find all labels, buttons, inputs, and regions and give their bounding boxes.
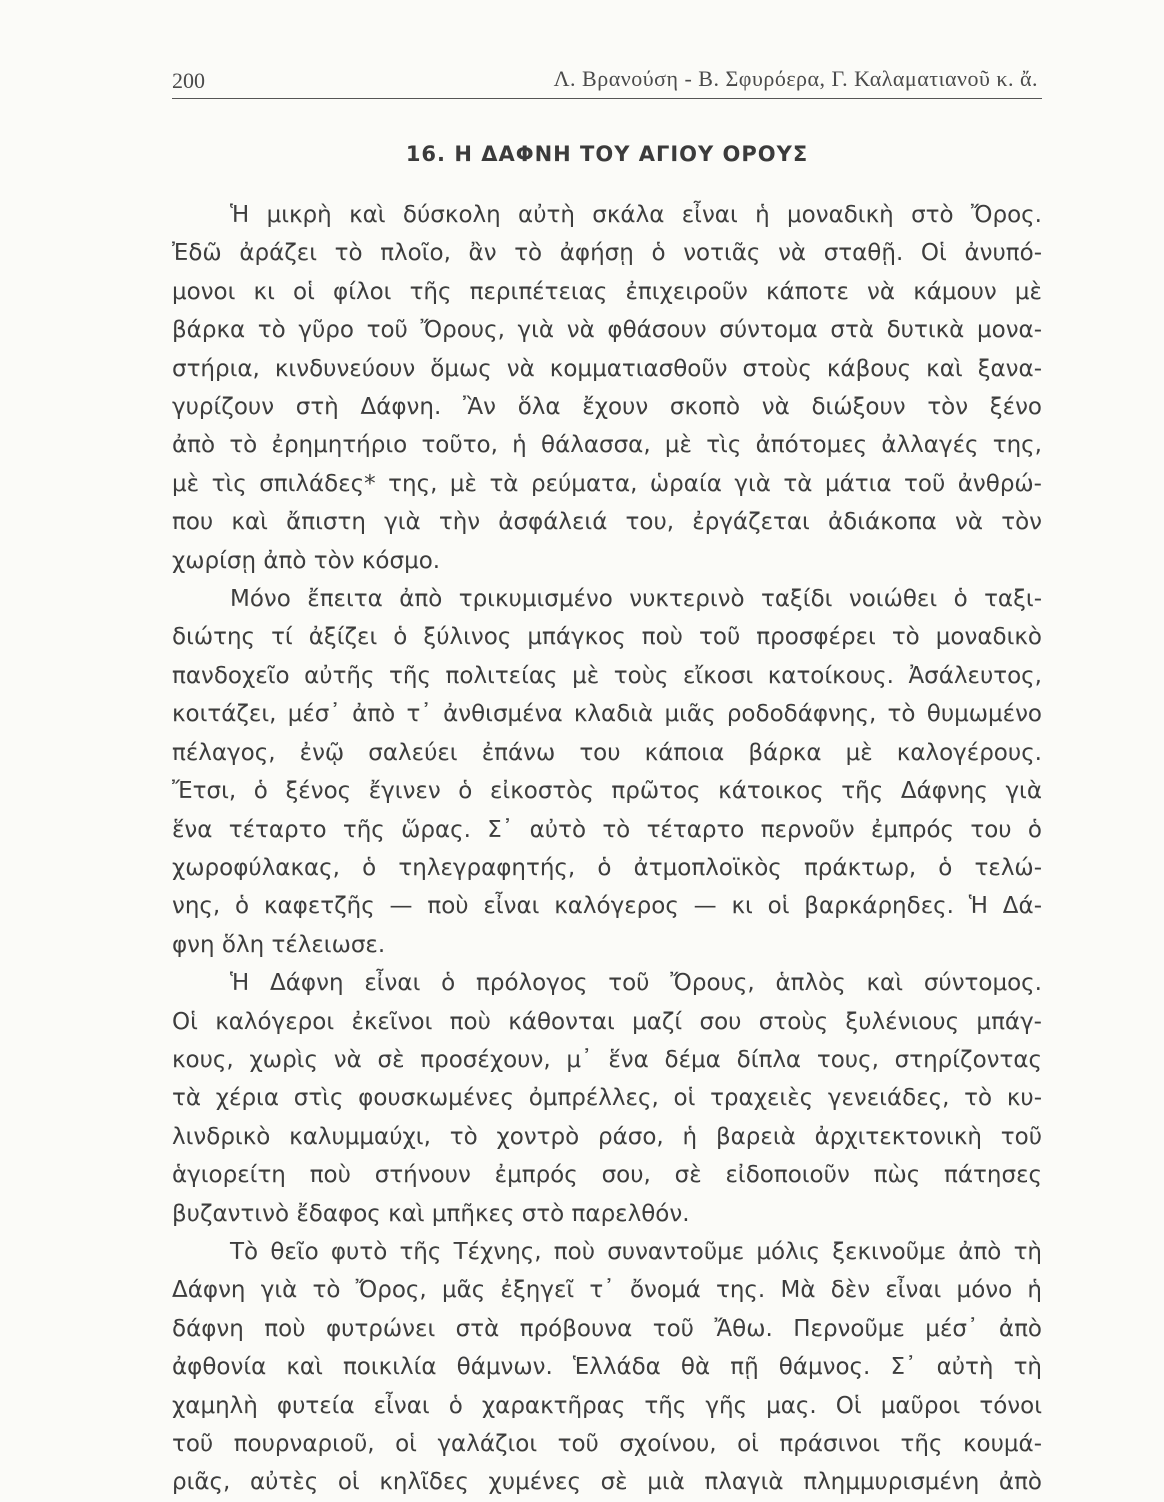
paragraph-2 — [172, 580, 1042, 964]
text-line: νης, ὁ καφετζῆς — ποὺ εἶναι καλόγερος — κι οἱ βαρκάρηδες. Ἡ Δά- — [172, 893, 1042, 920]
text-line: ἁγιορείτη ποὺ στήνουν ἐμπρός σου, σὲ εἰδοποιοῦν πὼς πάτησες — [172, 1162, 1042, 1189]
paragraph-4 — [172, 1233, 1042, 1502]
text-line: τὰ χέρια στὶς φουσκωμένες ὀμπρέλλες, οἱ τραχειὲς γενειάδες, τὸ κυ- — [172, 1085, 1042, 1112]
text-line: μονοι κι οἱ φίλοι τῆς περιπέτειας ἐπιχειροῦν κάποτε νὰ κάμουν μὲ — [172, 278, 1042, 305]
text-line: που καὶ ἄπιστη γιὰ τὴν ἀσφάλειά του, ἐργάζεται ἀδιάκοπα νὰ τὸν — [172, 509, 1042, 536]
chapter-title: 16. Η ΔΑΦΝΗ ΤΟΥ ΑΓΙΟΥ ΟΡΟΥΣ — [405, 142, 809, 166]
text-line: ἀφθονία καὶ ποικιλία θάμνων. Ἑλλάδα θὰ πῇ θάμνος. Σ᾽ αὐτὴ τὴ — [172, 1354, 1042, 1381]
text-line: βάρκα τὸ γῦρο τοῦ Ὄρους, γιὰ νὰ φθάσουν σύντομα στὰ δυτικὰ μονα- — [172, 317, 1042, 344]
text-line: Ἔτσι, ὁ ξένος ἔγινεν ὁ εἰκοστὸς πρῶτος κάτοικος τῆς Δάφνης γιὰ — [172, 778, 1042, 805]
text-line: γυρίζουν στὴ Δάφνη. Ἂν ὅλα ἔχουν σκοπὸ νὰ διώξουν τὸν ξένο — [172, 394, 1042, 421]
text-line: κους, χωρὶς νὰ σὲ προσέχουν, μ᾽ ἕνα δέμα δίπλα τους, στηρίζοντας — [172, 1046, 1042, 1073]
text-line: ἀπὸ τὸ ἐρημητήριο τοῦτο, ἡ θάλασσα, μὲ τὶς ἀπότομες ἀλλαγές της, — [172, 432, 1042, 459]
text-line: Ἡ Δάφνη εἶναι ὁ πρόλογος τοῦ Ὄρους, ἁπλὸς καὶ σύντομος. — [230, 970, 1042, 997]
text-line: χαμηλὴ φυτεία εἶναι ὁ χαρακτῆρας τῆς γῆς μας. Οἱ μαῦροι τόνοι — [172, 1392, 1042, 1419]
text-line: Οἱ καλόγεροι ἐκεῖνοι ποὺ κάθονται μαζί σου στοὺς ξυλένιους μπάγ- — [172, 1008, 1042, 1035]
text-line: βυζαντινὸ ἔδαφος καὶ μπῆκες στὸ παρελθόν. — [172, 1200, 690, 1227]
body-text — [172, 196, 1042, 1502]
text-line: ριᾶς, αὐτὲς οἱ κηλῖδες χυμένες σὲ μιὰ πλαγιὰ πλημμυρισμένη ἀπὸ — [172, 1469, 1042, 1496]
text-line: Μόνο ἔπειτα ἀπὸ τρικυμισμένο νυκτερινὸ ταξίδι νοιώθει ὁ ταξι- — [230, 586, 1042, 613]
paragraph-3 — [172, 964, 1042, 1233]
text-line: διώτης τί ἀξίζει ὁ ξύλινος μπάγκος ποὺ τοῦ προσφέρει τὸ μοναδικὸ — [172, 624, 1042, 651]
text-line: κοιτάζει, μέσ᾽ ἀπὸ τ᾽ ἀνθισμένα κλαδιὰ μιᾶς ροδοδάφνης, τὸ θυμωμένο — [172, 701, 1042, 728]
text-line: Τὸ θεῖο φυτὸ τῆς Τέχνης, ποὺ συναντοῦμε μόλις ξεκινοῦμε ἀπὸ τὴ — [230, 1238, 1042, 1265]
running-head: Λ. Βρανούση - Β. Σφυρόερα, Γ. Καλαματιανοῦ κ. ἄ. — [553, 66, 1038, 91]
text-line: ἕνα τέταρτο τῆς ὥρας. Σ᾽ αὐτὸ τὸ τέταρτο περνοῦν ἐμπρός του ὁ — [172, 816, 1042, 843]
text-line: Ἡ μικρὴ καὶ δύσκολη αὐτὴ σκάλα εἶναι ἡ μοναδικὴ στὸ Ὄρος. — [230, 202, 1042, 228]
text-line: Ἐδῶ ἀράζει τὸ πλοῖο, ἂν τὸ ἀφήσῃ ὁ νοτιᾶς νὰ σταθῇ. Οἱ ἀνυπό- — [172, 240, 1042, 267]
text-line: στήρια, κινδυνεύουν ὅμως νὰ κομματιασθοῦν στοὺς κάβους καὶ ξανα- — [172, 355, 1042, 382]
page-number: 200 — [172, 68, 205, 93]
text-line: πέλαγος, ἐνῷ σαλεύει ἐπάνω του κάποια βάρκα μὲ καλογέρους. — [172, 739, 1042, 766]
text-line: χωροφύλακας, ὁ τηλεγραφητής, ὁ ἀτμοπλοϊκὸς πράκτωρ, ὁ τελώ- — [172, 854, 1042, 881]
text-line: λινδρικὸ καλυμμαύχι, τὸ χοντρὸ ράσο, ἡ βαρειὰ ἀρχιτεκτονικὴ τοῦ — [172, 1123, 1042, 1150]
text-line: πανδοχεῖο αὐτῆς τῆς πολιτείας μὲ τοὺς εἴκοσι κατοίκους. Ἀσάλευτος, — [172, 662, 1042, 689]
text-line: δάφνη ποὺ φυτρώνει στὰ πρόβουνα τοῦ Ἄθω. Περνοῦμε μέσ᾽ ἀπὸ — [172, 1315, 1042, 1342]
text-line: φνη ὅλη τέλειωσε. — [172, 931, 386, 958]
paragraph-1 — [172, 196, 1042, 580]
page-header — [172, 62, 1042, 99]
text-line: τοῦ πουρναριοῦ, οἱ γαλάζιοι τοῦ σχοίνου, οἱ πράσινοι τῆς κουμά- — [172, 1431, 1042, 1457]
text-line: χωρίσῃ ἀπὸ τὸν κόσμο. — [172, 547, 441, 574]
text-line: μὲ τὶς σπιλάδες* της, μὲ τὰ ρεύματα, ὡραία γιὰ τὰ μάτια τοῦ ἀνθρώ- — [172, 470, 1042, 497]
text-line: Δάφνη γιὰ τὸ Ὄρος, μᾶς ἐξηγεῖ τ᾽ ὄνομά της. Μὰ δὲν εἶναι μόνο ἡ — [172, 1277, 1042, 1304]
